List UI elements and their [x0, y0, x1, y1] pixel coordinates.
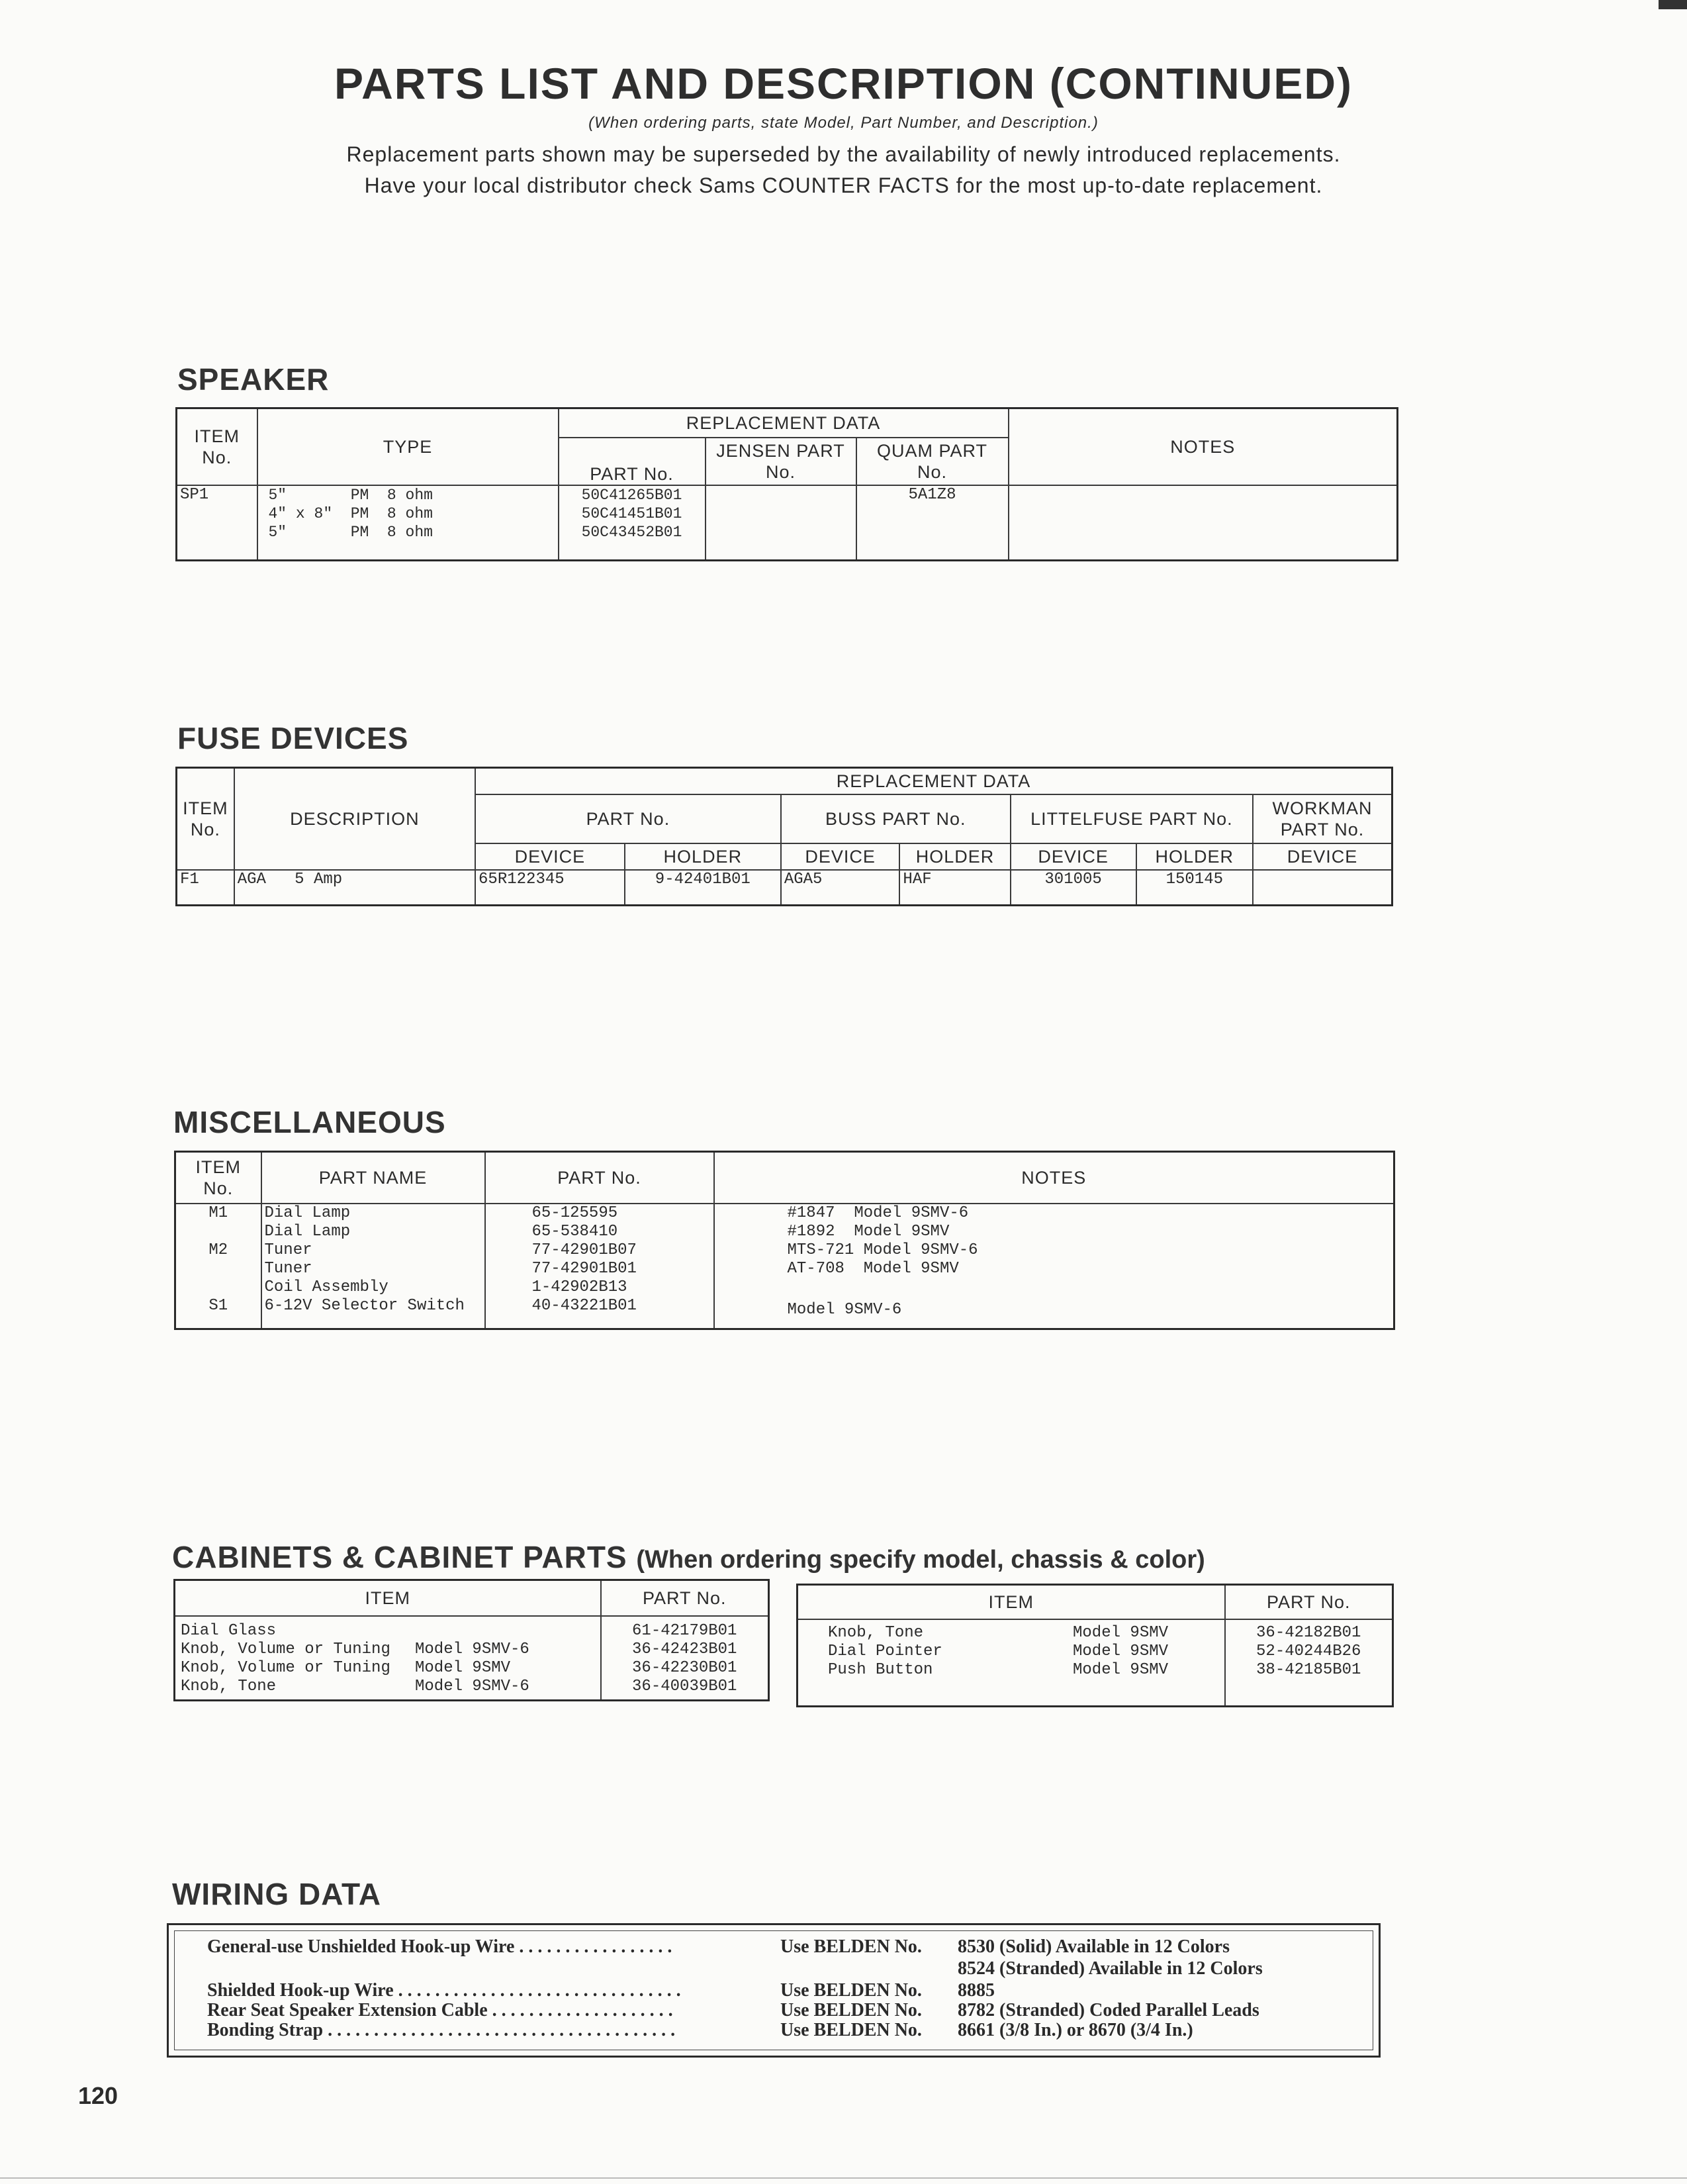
misc-items — [175, 1204, 261, 1329]
table-row — [177, 870, 1392, 906]
misc-item-6: S1 — [208, 1296, 228, 1315]
misc-part-3: 77-42901B07 — [531, 1241, 637, 1259]
misc-name-3: Tuner — [264, 1241, 312, 1259]
fuse-header-littel-device: DEVICE — [1011, 843, 1136, 870]
wiring-line-4-label: Rear Seat Speaker Extension Cable . . . . . . . . . . . . . . . . . . . . — [207, 2000, 673, 2020]
speaker-notes — [1009, 485, 1398, 561]
list-item: Dial Glass — [181, 1621, 277, 1640]
misc-header-notes: NOTES — [714, 1152, 1394, 1204]
speaker-type-1: 5" PM 8 ohm — [268, 486, 433, 504]
wiring-line-5-use: Use BELDEN No. — [780, 2020, 922, 2040]
cabinets-left-header-part-no: PART No. — [601, 1580, 769, 1616]
cabinets-left-header-item: ITEM — [175, 1580, 601, 1616]
cabinets-left-table — [173, 1579, 770, 1701]
scan-edge-mark — [1659, 0, 1687, 9]
wiring-section-title: WIRING DATA — [172, 1877, 381, 1911]
cabinet-part-no: 36-40039B01 — [632, 1677, 737, 1695]
misc-name-1: Dial Lamp — [264, 1204, 351, 1222]
misc-note-6: Model 9SMV-6 — [787, 1300, 902, 1319]
bottom-rule — [0, 2177, 1687, 2179]
speaker-quam: 5A1Z8 — [856, 485, 1009, 561]
misc-name-6: 6-12V Selector Switch — [264, 1296, 465, 1315]
speaker-header-quam: QUAM PART No. — [856, 438, 1009, 485]
speaker-part-1: 50C41265B01 — [581, 486, 682, 504]
table-row — [798, 1619, 1393, 1707]
fuse-item: F1 — [177, 870, 234, 906]
wiring-line-3-spec: 8885 — [958, 1980, 995, 2001]
wiring-line-5-spec: 8661 (3/8 In.) or 8670 (3/4 In.) — [958, 2020, 1193, 2040]
wiring-line-3-use: Use BELDEN No. — [780, 1980, 922, 2001]
fuse-header-replacement: REPLACEMENT DATA — [475, 768, 1392, 794]
misc-part-5: 1-42902B13 — [531, 1278, 627, 1296]
misc-names — [261, 1204, 485, 1329]
cabinet-part-no: 61-42179B01 — [632, 1621, 737, 1640]
misc-item-5 — [179, 1278, 258, 1297]
page-number: 120 — [78, 2082, 118, 2109]
misc-note-2: #1892 Model 9SMV — [787, 1222, 950, 1241]
cabinets-right-parts — [1225, 1619, 1393, 1707]
table-row — [175, 1204, 1394, 1329]
fuse-buss-holder: HAF — [899, 870, 1010, 906]
fuse-header-part-no: PART No. — [475, 794, 781, 843]
cabinet-part-no: 36-42230B01 — [632, 1658, 737, 1677]
cabinets-right-items — [798, 1619, 1225, 1707]
list-item: Dial Pointer Model 9SMV — [828, 1642, 1169, 1660]
fuse-header-littelfuse: LITTELFUSE PART No. — [1011, 794, 1253, 843]
misc-header-item: ITEM No. — [175, 1152, 261, 1204]
misc-note-3: MTS-721 Model 9SMV-6 — [787, 1241, 978, 1259]
ordering-instructions: (When ordering parts, state Model, Part Number, and Description.) — [588, 114, 1099, 132]
misc-part-2: 65-538410 — [531, 1222, 618, 1241]
misc-name-5: Coil Assembly — [264, 1278, 388, 1296]
cabinets-right-header-part-no: PART No. — [1225, 1585, 1393, 1619]
wiring-line-1-use: Use BELDEN No. — [780, 1936, 922, 1957]
wiring-line-3-label: Shielded Hook-up Wire . . . . . . . . . . . . . . . . . . . . . . . . . . . . . . . — [207, 1980, 681, 2001]
cabinets-right-table — [796, 1584, 1394, 1707]
misc-name-4: Tuner — [264, 1259, 312, 1278]
speaker-header-item: ITEM No. — [177, 408, 257, 485]
misc-note-4: AT-708 Model 9SMV — [787, 1259, 959, 1278]
misc-item-1: M1 — [208, 1204, 228, 1222]
cabinet-part-no: 52-40244B26 — [1256, 1642, 1361, 1660]
misc-note-5 — [788, 1278, 1391, 1297]
speaker-types — [257, 485, 559, 561]
misc-part-1: 65-125595 — [531, 1204, 618, 1222]
fuse-header-littel-holder: HOLDER — [1136, 843, 1254, 870]
misc-section-title: MISCELLANEOUS — [173, 1105, 446, 1139]
list-item: Knob, Volume or Tuning Model 9SMV-6 — [181, 1640, 529, 1658]
fuse-header-device: DEVICE — [475, 843, 625, 870]
page-title: PARTS LIST AND DESCRIPTION (CONTINUED) — [334, 59, 1353, 108]
list-item: Push Button Model 9SMV — [828, 1660, 1169, 1679]
wiring-line-1-label: General-use Unshielded Hook-up Wire . . . . . . . . . . . . . . . . . — [207, 1936, 672, 1957]
speaker-header-part-no: PART No. — [559, 438, 706, 485]
wiring-line-4-use: Use BELDEN No. — [780, 2000, 922, 2020]
list-item: Knob, Volume or Tuning Model 9SMV — [181, 1658, 511, 1677]
replacement-note-line-2: Have your local distributor check Sams COUNTER FACTS for the most up-to-date replacement. — [364, 173, 1323, 197]
speaker-item: SP1 — [177, 485, 257, 561]
misc-part-4: 77-42901B01 — [531, 1259, 637, 1278]
speaker-type-3: 5" PM 8 ohm — [268, 523, 433, 541]
fuse-header-holder: HOLDER — [625, 843, 781, 870]
fuse-header-workman-device: DEVICE — [1253, 843, 1392, 870]
replacement-note-line-1: Replacement parts shown may be superseded by the availability of newly introduced replacements. — [346, 142, 1341, 166]
fuse-littel-device: 301005 — [1011, 870, 1136, 906]
misc-parts — [485, 1204, 714, 1329]
cabinet-part-no: 36-42423B01 — [632, 1640, 737, 1658]
speaker-section-title: SPEAKER — [177, 362, 330, 397]
speaker-header-type: TYPE — [257, 408, 559, 485]
speaker-header-replacement: REPLACEMENT DATA — [559, 408, 1009, 438]
wiring-line-4-spec: 8782 (Stranded) Coded Parallel Leads — [958, 2000, 1259, 2020]
cabinets-left-parts — [601, 1616, 769, 1701]
cabinets-title: CABINETS & CABINET PARTS — [172, 1540, 627, 1574]
table-row — [177, 485, 1398, 561]
speaker-part-2: 50C41451B01 — [581, 504, 682, 522]
speaker-parts — [559, 485, 706, 561]
misc-table — [174, 1151, 1395, 1330]
misc-item-3: M2 — [208, 1241, 228, 1259]
fuse-device: 65R122345 — [475, 870, 625, 906]
fuse-section-title: FUSE DEVICES — [177, 721, 409, 755]
fuse-description: AGA 5 Amp — [234, 870, 475, 906]
speaker-header-notes: NOTES — [1009, 408, 1398, 485]
cabinets-left-items — [175, 1616, 601, 1701]
fuse-header-buss: BUSS PART No. — [781, 794, 1011, 843]
list-item: Knob, Tone Model 9SMV — [828, 1623, 1169, 1642]
cabinet-part-no: 36-42182B01 — [1256, 1623, 1361, 1642]
cabinets-right-header-item: ITEM — [798, 1585, 1225, 1619]
misc-part-6: 40-43221B01 — [531, 1296, 637, 1315]
fuse-header-workman: WORKMAN PART No. — [1253, 794, 1392, 843]
speaker-jensen — [706, 485, 856, 561]
fuse-header-buss-device: DEVICE — [781, 843, 900, 870]
misc-header-part-name: PART NAME — [261, 1152, 485, 1204]
fuse-workman-device — [1253, 870, 1392, 906]
cabinet-part-no: 38-42185B01 — [1256, 1660, 1361, 1679]
misc-name-2: Dial Lamp — [264, 1222, 351, 1241]
wiring-box — [167, 1923, 1381, 2058]
misc-item-2 — [179, 1223, 258, 1241]
fuse-header-description: DESCRIPTION — [234, 768, 475, 870]
speaker-type-2: 4" x 8" PM 8 ohm — [268, 504, 433, 522]
wiring-line-1-spec: 8530 (Solid) Available in 12 Colors — [958, 1936, 1230, 1957]
list-item: Knob, Tone Model 9SMV-6 — [181, 1677, 529, 1695]
misc-header-part-no: PART No. — [485, 1152, 714, 1204]
table-row — [175, 1616, 769, 1701]
speaker-table — [175, 407, 1398, 561]
cabinets-section-title — [172, 1539, 1205, 1575]
speaker-header-jensen: JENSEN PART No. — [706, 438, 856, 485]
fuse-header-item: ITEM No. — [177, 768, 234, 870]
fuse-buss-device: AGA5 — [781, 870, 900, 906]
wiring-line-2-spec: 8524 (Stranded) Available in 12 Colors — [958, 1958, 1263, 1979]
fuse-header-buss-holder: HOLDER — [899, 843, 1010, 870]
fuse-table — [175, 767, 1393, 906]
wiring-line-5-label: Bonding Strap . . . . . . . . . . . . . . . . . . . . . . . . . . . . . . . . . . . . . . — [207, 2020, 676, 2040]
fuse-holder: 9-42401B01 — [625, 870, 781, 906]
misc-item-4 — [179, 1260, 258, 1278]
misc-notes — [714, 1204, 1394, 1329]
fuse-littel-holder: 150145 — [1136, 870, 1254, 906]
cabinets-title-note: (When ordering specify model, chassis & color) — [636, 1546, 1205, 1574]
misc-note-1: #1847 Model 9SMV-6 — [787, 1204, 969, 1222]
speaker-part-3: 50C43452B01 — [581, 523, 682, 541]
